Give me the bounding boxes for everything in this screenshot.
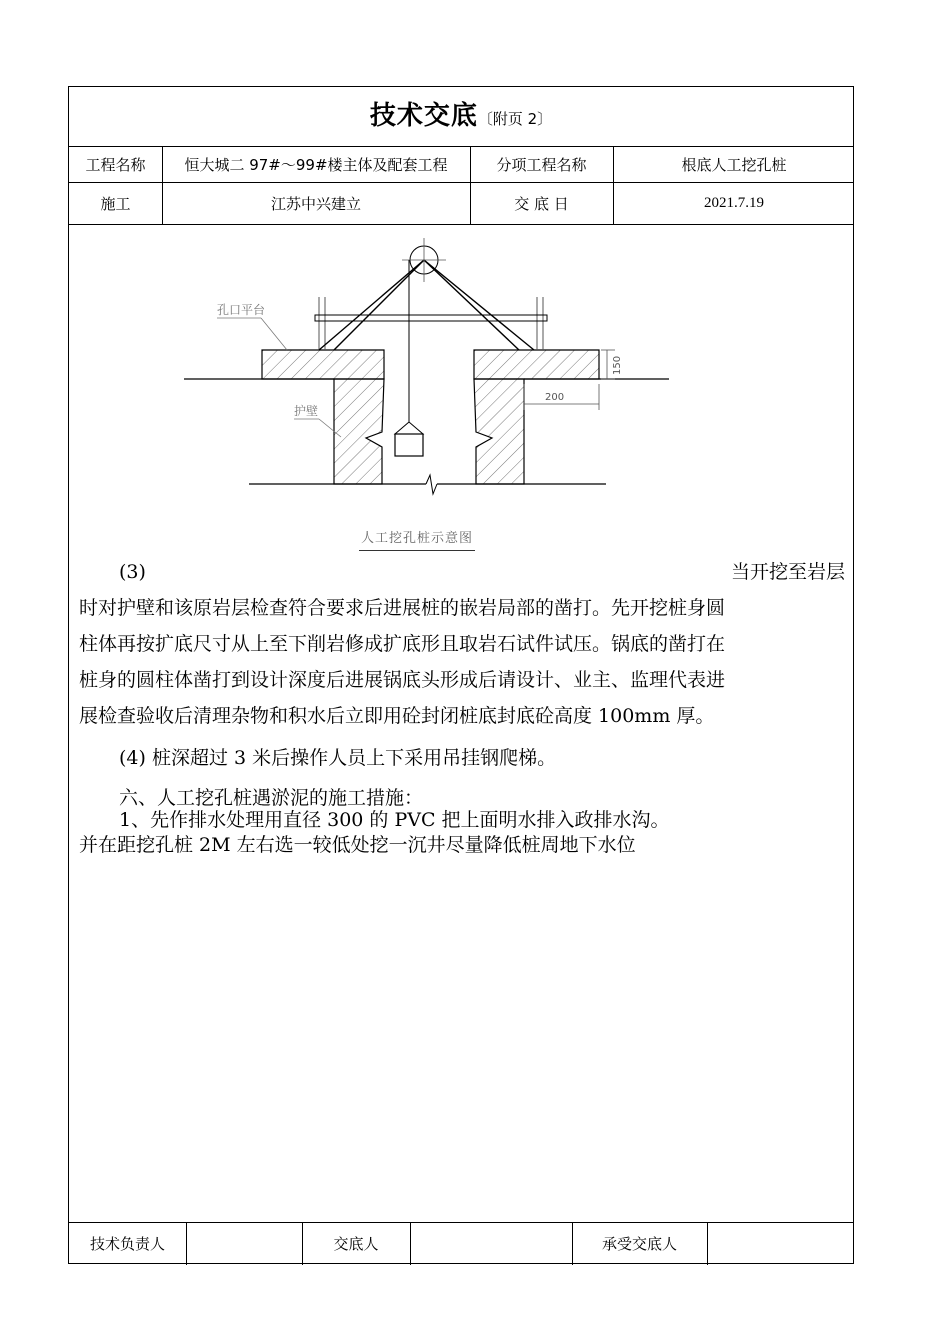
paragraph-4: (4) 桩深超过 3 米后操作人员上下采用吊挂钢爬梯。 [119,747,557,769]
sub-project-value: 根底人工挖孔桩 [681,155,787,174]
paragraph-3-tail: 当开挖至岩层 [730,561,845,583]
presenter-signature-field[interactable] [410,1222,572,1265]
section-6-item-1: 1、先作排水处理用直径 300 的 PVC 把上面明水排入政排水沟。 [119,809,670,831]
label-wall: 护壁 [294,404,319,418]
document-frame [68,86,854,1264]
title-main: 技术交底 [369,101,478,131]
paragraph-3 [79,554,845,734]
tech-lead-signature-field[interactable] [186,1222,302,1265]
rule-row2-bottom [69,224,853,225]
paragraph-3-line: 柱体再按扩底尺寸从上至下削岩修成扩底形且取岩石试件试压。锅底的凿打在 [79,633,726,655]
tech-lead-label: 技术负责人 [89,1235,165,1253]
dim-200: 200 [545,392,565,403]
paragraph-3-line: 展检查验收后清理杂物和积水后立即用砼封闭桩底封底砼高度 100mm 厚。 [79,705,715,727]
construction-value: 江苏中兴建立 [270,194,361,213]
section-6-heading: 六、人工挖孔桩遇淤泥的施工措施： [119,787,424,809]
project-name-label: 工程名称 [85,155,146,174]
body-text [79,554,845,874]
paragraph-3-prefix: (3) [119,561,146,583]
pile-diagram [169,232,729,552]
presenter-label: 交底人 [333,1235,379,1253]
sub-project-label: 分项工程名称 [496,155,587,174]
diagram-caption: 人工挖孔桩示意图 [359,527,475,551]
paragraph-3-line: 时对护壁和该原岩层检查符合要求后进展桩的嵌岩局部的凿打。先开挖桩身圆 [79,597,726,619]
receiver-label: 承受交底人 [601,1235,677,1253]
label-platform: 孔口平台 [217,303,266,317]
dim-150: 150 [612,355,623,375]
title-subtitle: 〔附页 2〕 [477,110,553,128]
construction-label: 施工 [100,194,131,213]
paragraph-3-first-line [79,554,845,590]
project-name-value: 恒大城二 97#～99#楼主体及配套工程 [184,155,448,174]
date-value: 2021.7.19 [704,194,764,211]
section-6-item-1-continued: 并在距挖孔桩 2M 左右选一较低处挖一沉井尽量降低桩周地下水位 [79,834,636,856]
date-label: 交 底 日 [514,194,569,213]
paragraph-3-line: 桩身的圆柱体凿打到设计深度后进展锅底头形成后请设计、业主、监理代表进 [79,669,726,691]
receiver-signature-field[interactable] [707,1222,853,1265]
document-title [69,95,853,132]
